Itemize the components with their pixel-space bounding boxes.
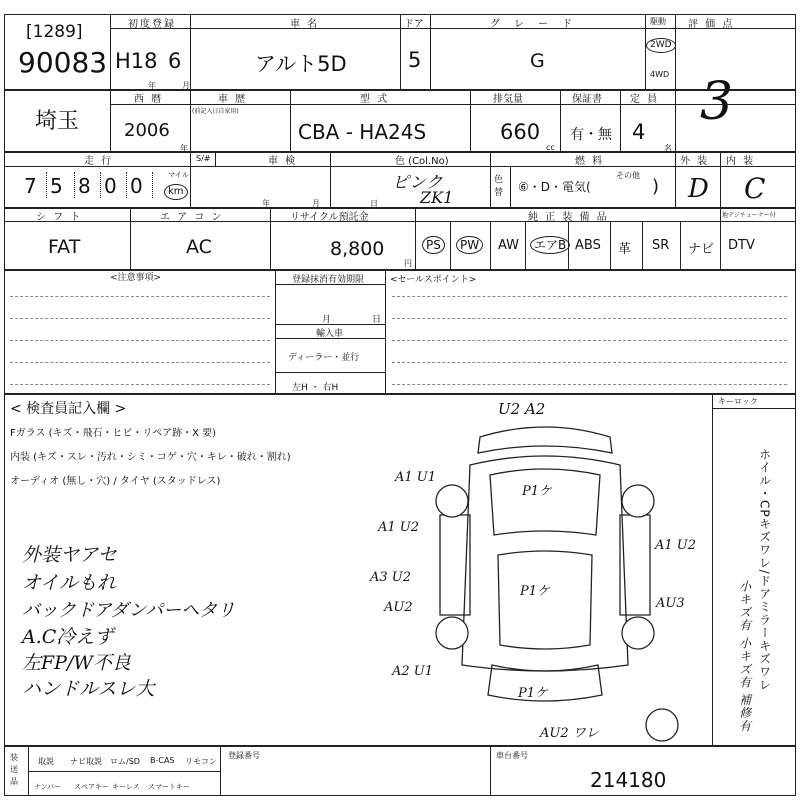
sh-label: S/# (196, 154, 211, 163)
diagram-label: A1 U1 (395, 470, 437, 485)
row-4-frame (4, 208, 796, 270)
capacity-label: 定 員 (630, 94, 660, 105)
diagram-label: AU3 (656, 596, 685, 611)
recycle-label: リサイクル預託金 (290, 212, 369, 223)
equip-leather: 革 (618, 242, 632, 257)
year-value-unit: 年 (180, 144, 188, 153)
color-code: ZK1 (420, 188, 454, 207)
equip-sr: SR (652, 238, 670, 253)
shift-value: FAT (48, 236, 81, 258)
capacity-value: 4 (632, 120, 646, 144)
footer-item: ナンバー (34, 783, 62, 791)
fuel-label: 燃 料 (575, 156, 605, 167)
footer-side-label: 装 送 品 (10, 753, 18, 786)
equip-aw: AW (498, 238, 520, 253)
equip-dtv: DTV (728, 238, 755, 253)
fuel-other: その他 (616, 171, 640, 180)
history-note: (前記入日自家用) (192, 108, 239, 115)
spare-wheel-shape (646, 709, 678, 741)
fuel-close: ) (652, 176, 660, 197)
model-type-value: CBA - HA24S (298, 120, 427, 144)
mileage-digit: 0 (130, 174, 143, 198)
shift-label: シ フ ト (36, 212, 83, 223)
color-label: 色 (Col.No) (395, 156, 449, 167)
exterior-value: D (688, 174, 709, 204)
footer-item: スペアキー (74, 783, 109, 791)
handwritten-note: オイルもれ (22, 572, 117, 594)
equip-navi: ナビ (688, 242, 715, 257)
footer-item: ナビ取説 (70, 757, 102, 766)
grade-value: G (530, 50, 545, 72)
expiry-day-unit: 日 (372, 315, 382, 325)
lot-number: 90083 (18, 46, 108, 79)
drive-2wd-option: 2WD (646, 38, 676, 53)
fuel-options: ⑥・D・電気( (518, 180, 591, 194)
handwritten-note: ハンドルスレ大 (22, 678, 155, 700)
diagram-label: AU2 ワレ (540, 726, 599, 741)
diagram-label: P1ケ (522, 484, 553, 499)
doors-value: 5 (408, 48, 422, 72)
recycle-unit: 円 (404, 259, 412, 268)
prefecture-value: 埼玉 (35, 109, 80, 134)
mileage-digit: 7 (24, 174, 37, 198)
footer-item: 取説 (38, 757, 54, 766)
mileage-digit: 5 (50, 174, 63, 198)
interior-label: 内 装 (726, 156, 756, 167)
diagram-label: A2 U1 (392, 664, 434, 679)
recycle-value: 8,800 (330, 238, 385, 260)
mileage-label: 走 行 (84, 156, 114, 167)
equipment-label: 純 正 装 備 品 (528, 212, 609, 223)
equip-ps-label: PS (422, 236, 445, 254)
interior-value: C (744, 172, 766, 205)
side-note-condition: 小キズ有 小キズ有 補修有 (737, 580, 752, 733)
handwritten-note: バックドアダンパーヘタリ (22, 600, 236, 621)
diagram-label: P1ケ (518, 686, 549, 701)
wheel-shape (436, 617, 468, 649)
notes-label: <注意事項> (110, 273, 162, 283)
month-unit: 月 (182, 81, 190, 90)
mileage-unit-km (164, 184, 188, 200)
equip-airbag (530, 236, 570, 254)
notes-frame (4, 270, 796, 394)
handwritten-note: 外装ヤアセ (22, 544, 117, 566)
aircon-value: AC (186, 236, 212, 258)
footer-item: ロム/SD (110, 757, 140, 766)
wheel-shape (622, 617, 654, 649)
tuner-label: 地デジチューナー付 (722, 212, 776, 219)
registration-expiry-label: 登録抹消有効期限 (292, 275, 365, 285)
inspector-title: < 検査員記入欄 > (10, 401, 127, 417)
side-note-wheels: ホイル・CPキズワレ/ドアミラーキズワレ (757, 448, 772, 692)
color-change-label: 色替 (494, 175, 504, 198)
inspection-day-unit: 日 (370, 199, 378, 208)
equip-pw-label: PW (456, 236, 483, 254)
year-unit: 年 (148, 81, 156, 90)
inspection-year-unit: 年 (262, 199, 270, 208)
front-bumper-shape (478, 427, 612, 453)
car-name-value: アルト5D (255, 52, 347, 76)
steering-value: 左H ・ 右H (292, 383, 339, 393)
footer-item: B-CAS (150, 756, 175, 765)
roof-shape (498, 551, 592, 649)
hood-shape (490, 469, 600, 535)
score-label: 評 価 点 (688, 19, 735, 30)
registration-month: 6 (168, 49, 182, 73)
diagram-label: A1 U2 (378, 520, 420, 535)
import-value: ディーラー・並行 (288, 353, 360, 363)
equip-pw (456, 236, 483, 254)
drive-label: 駆動 (650, 17, 666, 26)
equip-airbag-label: エアB (530, 236, 570, 254)
color-value: ピンク (392, 173, 443, 193)
wheel-shape (436, 485, 468, 517)
diagram-label: P1ケ (520, 584, 551, 599)
warranty-value: 有・無 (570, 127, 612, 143)
diagram-label: AU2 (384, 600, 413, 615)
chassis-value: 214180 (590, 768, 667, 792)
mileage-unit-top: マイル (168, 171, 189, 179)
displacement-value: 660 (500, 120, 541, 144)
footer-item: キーレス (112, 783, 140, 791)
wheel-shape (622, 485, 654, 517)
year-label: 西 暦 (134, 94, 164, 105)
id-box: [1289] (26, 22, 83, 42)
reg-number-label: 登録番号 (228, 751, 260, 760)
handwritten-note: A.C冷えず (22, 626, 114, 648)
mileage-digits (24, 174, 152, 198)
footer-item: リモコン (185, 757, 217, 766)
inspector-line-glass: Fガラス (キズ・飛石・ヒビ・リペア跡・X 要) (10, 428, 217, 439)
diagram-label: A3 U2 (370, 570, 412, 585)
displacement-label: 排気量 (493, 94, 523, 105)
inspection-month-unit: 月 (312, 199, 320, 208)
warranty-label: 保証書 (572, 94, 602, 105)
diagram-label: U2 A2 (498, 400, 546, 418)
grade-label: グレード (490, 19, 586, 30)
sales-point-label: <セールスポイント> (390, 275, 477, 285)
registration-era-year: H18 (115, 49, 158, 73)
registration-label: 初度登録 (128, 19, 176, 30)
model-type-label: 型 式 (360, 94, 390, 105)
drive-2wd (646, 38, 676, 53)
history-label: 車 歴 (218, 94, 248, 105)
exterior-label: 外 装 (680, 156, 710, 167)
score-value: 3 (700, 72, 734, 132)
diagram-label: A1 U2 (655, 538, 697, 553)
inspector-line-interior: 内装 (キズ・スレ・汚れ・シミ・コゲ・穴・キレ・破れ・割れ) (10, 452, 291, 463)
expiry-month-unit: 月 (322, 315, 332, 325)
drive-4wd: 4WD (650, 70, 670, 79)
equip-ps (422, 236, 445, 254)
mileage-digit: 0 (104, 174, 117, 198)
displacement-unit: cc (546, 143, 555, 152)
key-lock-label: キーロック (718, 397, 758, 406)
handwritten-note: 左FP/W不良 (22, 652, 131, 674)
chassis-label: 車台番号 (496, 751, 528, 760)
km-circle: km (164, 184, 188, 200)
import-label: 輸入車 (316, 329, 344, 339)
mileage-digit: 8 (78, 174, 91, 198)
footer-item: スマートキー (148, 783, 190, 791)
doors-label: ドア (404, 19, 424, 30)
car-name-label: 車 名 (290, 19, 320, 30)
inspection-label: 車 検 (268, 156, 298, 167)
equip-abs: ABS (575, 238, 601, 253)
capacity-unit: 名 (664, 144, 672, 153)
inspector-line-audio: オーディオ (無し・穴) / タイヤ (スタッドレス) (10, 476, 221, 487)
year-value: 2006 (124, 120, 170, 141)
aircon-label: エ ア コ ン (160, 212, 224, 223)
